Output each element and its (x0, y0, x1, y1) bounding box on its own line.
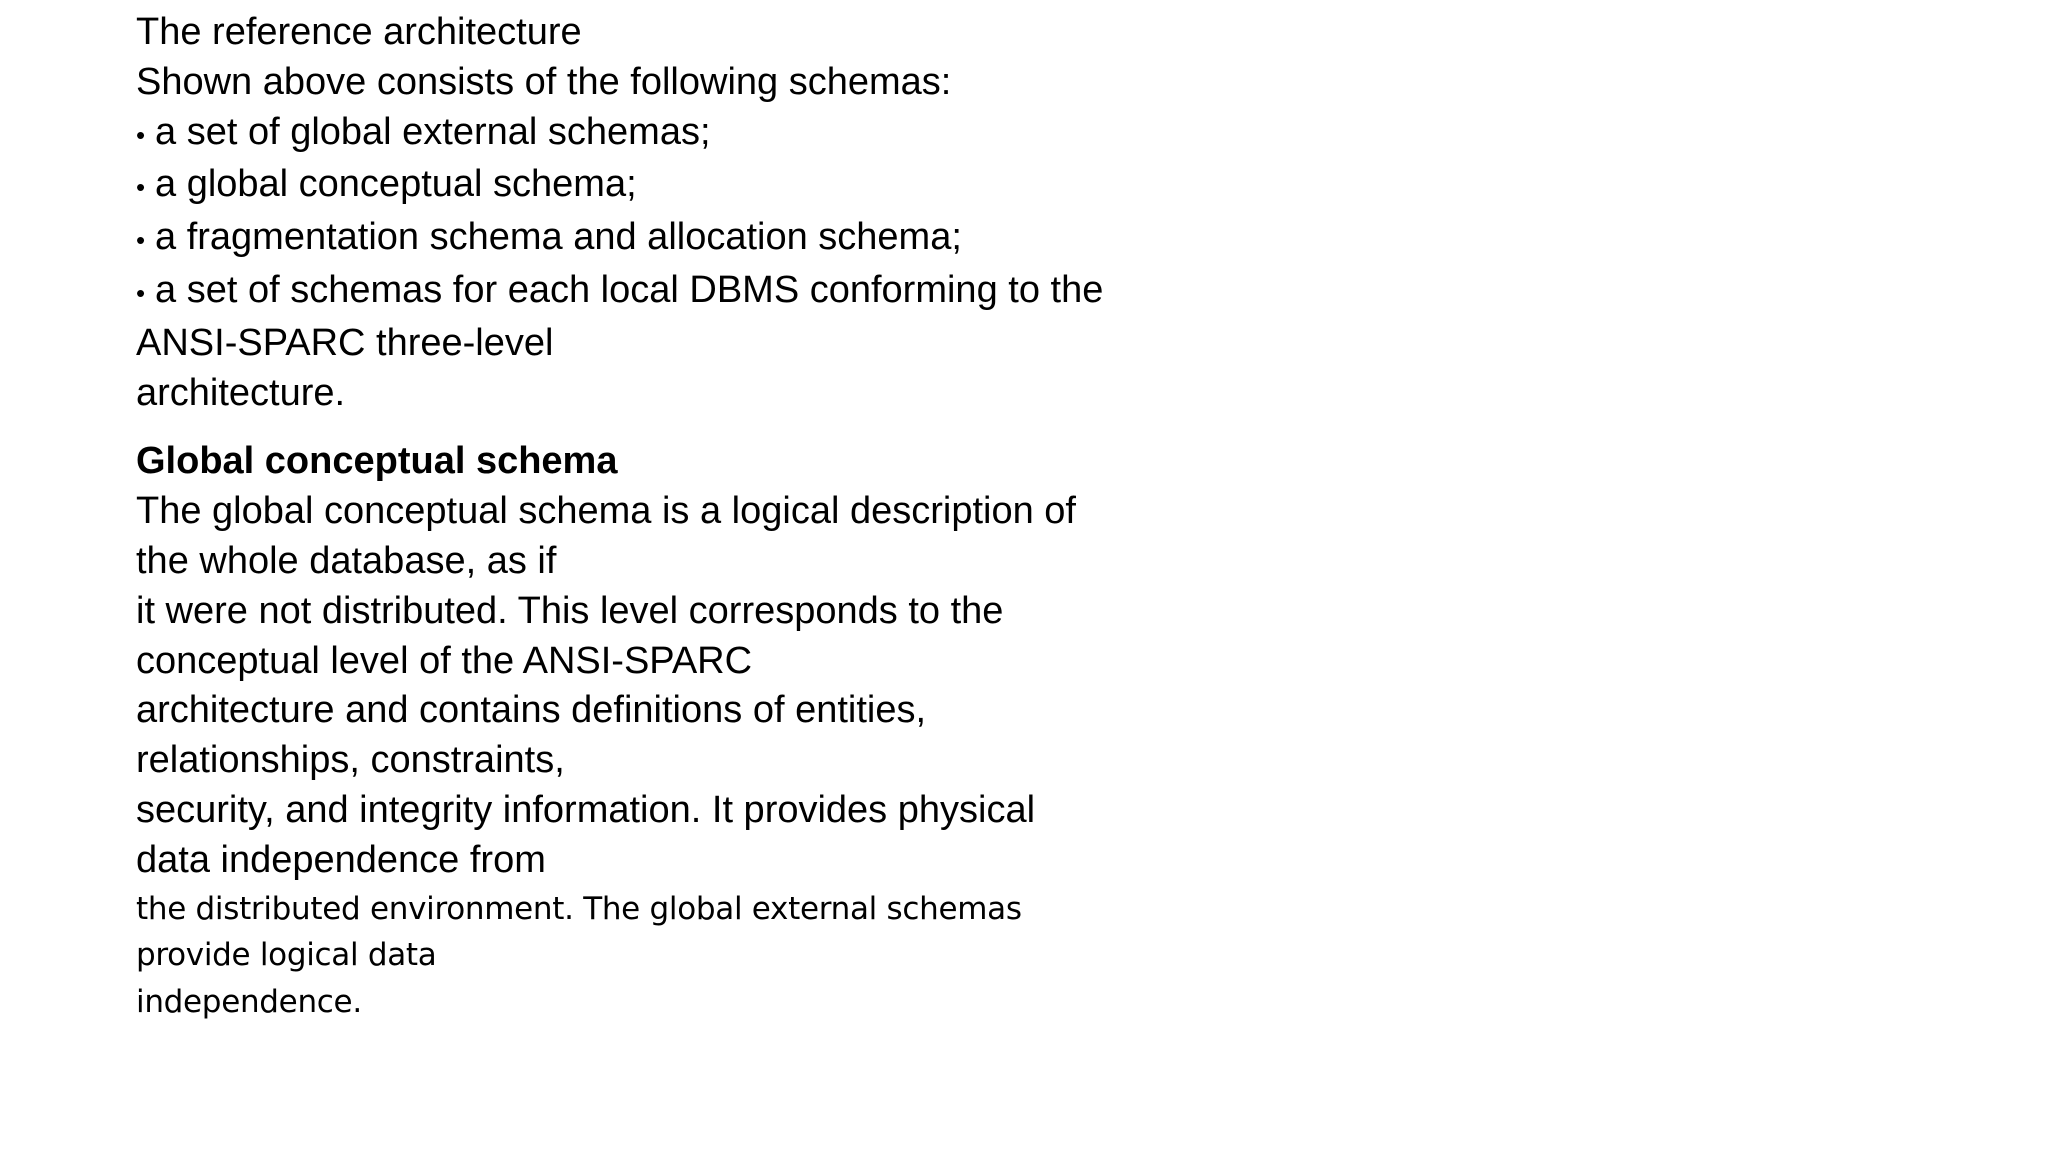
small-body-line: provide logical data (136, 937, 437, 974)
bullet-item (136, 108, 1216, 161)
small-body-line: independence. (136, 983, 362, 1020)
body-line: the whole database, as if (136, 539, 557, 582)
small-body-line: the distributed environment. The global external schemas (136, 890, 1022, 927)
bullet-text: a global conceptual schema; (155, 163, 637, 206)
bullet-item (136, 160, 1216, 213)
section-heading: Global conceptual schema (136, 440, 618, 483)
intro-line: Shown above consists of the following schemas: (136, 60, 952, 103)
bullet-item (136, 266, 1216, 319)
bullet-dot-icon: • (136, 172, 146, 203)
body-line: architecture and contains definitions of entities, (136, 689, 927, 732)
bullet-dot-icon: • (136, 277, 146, 308)
paragraph-spacer (136, 418, 1216, 437)
body-line: data independence from (136, 838, 546, 881)
bullet-text: a set of global external schemas; (155, 110, 711, 153)
bullet-text: a fragmentation schema and allocation schema; (155, 216, 962, 259)
bullet-item (136, 213, 1216, 266)
bullet-dot-icon: • (136, 225, 146, 256)
bullet-dot-icon: • (136, 119, 146, 150)
body-line: security, and integrity information. It provides physical (136, 788, 1036, 831)
bullet-text: a set of schemas for each local DBMS conforming to the (155, 268, 1104, 311)
bullet-continuation-line: architecture. (136, 371, 346, 414)
body-line: conceptual level of the ANSI-SPARC (136, 639, 753, 682)
body-line: relationships, constraints, (136, 739, 565, 782)
body-line: it were not distributed. This level corresponds to the (136, 589, 1004, 632)
intro-line: The reference architecture (136, 11, 582, 53)
body-line: The global conceptual schema is a logical description of (136, 490, 1076, 533)
text-box (136, 8, 1216, 1025)
bullet-continuation-line: ANSI-SPARC three-level (136, 321, 554, 364)
